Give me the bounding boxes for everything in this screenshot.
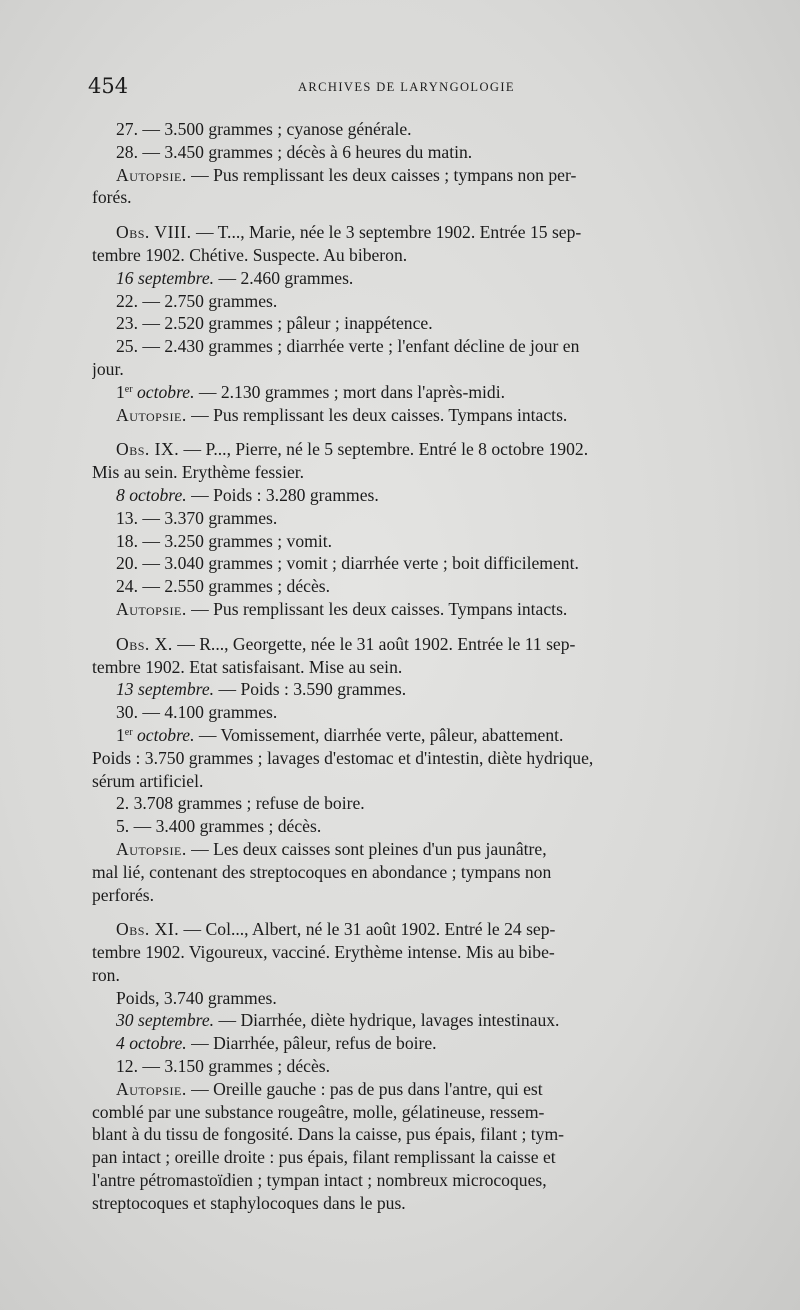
entry-line xyxy=(92,267,760,290)
entry-line xyxy=(92,1032,760,1055)
autopsy-line: mal lié, contenant des streptocoques en abondance ; tympans non xyxy=(92,861,552,882)
entry-line: 12. — 3.150 grammes ; décès. xyxy=(116,1056,331,1077)
observation-text: — R..., Georgette, née le 31 août 1902. Entrée le 11 sep- xyxy=(172,633,576,654)
paragraph-gap xyxy=(92,621,760,633)
observation-heading xyxy=(92,221,760,244)
page-header xyxy=(88,74,738,102)
autopsy-label: Autopsie. xyxy=(116,164,187,185)
autopsy-text: — Pus remplissant les deux caisses ; tympans non per- xyxy=(186,164,577,185)
entry-text: — Diarrhée, pâleur, refus de boire. xyxy=(186,1033,437,1054)
entry-line: 30. — 4.100 grammes. xyxy=(116,702,278,723)
entry-date: 16 septembre. xyxy=(116,267,215,288)
entry-date: 4 octobre. xyxy=(116,1033,187,1054)
observation-heading xyxy=(92,918,760,941)
observation-line: tembre 1902. Vigoureux, vacciné. Erythème intense. Mis au bibe- xyxy=(92,942,555,963)
entry-month: octobre. xyxy=(132,381,195,402)
entry-line: sérum artificiel. xyxy=(92,770,204,791)
entry-line: 18. — 3.250 grammes ; vomit. xyxy=(116,530,332,551)
autopsy-line: pan intact ; oreille droite : pus épais, filant remplissant la caisse et xyxy=(92,1147,556,1168)
autopsy-line xyxy=(92,404,760,427)
observation-label: Obs. VIII. xyxy=(116,222,192,243)
running-head: ARCHIVES DE LARYNGOLOGIE xyxy=(298,80,515,94)
entry-line: Poids, 3.740 grammes. xyxy=(116,987,277,1008)
autopsy-line xyxy=(92,838,760,861)
autopsy-line xyxy=(92,164,760,187)
entry-line: 27. — 3.500 grammes ; cyanose générale. xyxy=(116,119,412,139)
entry-day-suffix: er xyxy=(124,726,133,738)
entry-text: — Diarrhée, diète hydrique, lavages intestinaux. xyxy=(214,1010,560,1031)
autopsy-label: Autopsie. xyxy=(116,838,187,859)
entry-line: jour. xyxy=(92,358,124,379)
observation-line: tembre 1902. Etat satisfaisant. Mise au sein. xyxy=(92,656,403,677)
autopsy-text: — Pus remplissant les deux caisses. Tympans intacts. xyxy=(186,404,568,425)
observation-text: — Col..., Albert, né le 31 août 1902. Entré le 24 sep- xyxy=(179,919,556,940)
observation-line: ron. xyxy=(92,964,120,985)
autopsy-text: — Oreille gauche : pas de pus dans l'antre, qui est xyxy=(186,1078,543,1099)
autopsy-line: blant à du tissu de fongosité. Dans la caisse, pus épais, filant ; tym- xyxy=(92,1124,565,1145)
page-body xyxy=(92,118,760,1215)
observation-text: — P..., Pierre, né le 5 septembre. Entré le 8 octobre 1902. xyxy=(179,439,589,460)
page-number: 454 xyxy=(88,74,129,98)
observation-line: Mis au sein. Erythème fessier. xyxy=(92,462,305,483)
observation-label: Obs. IX. xyxy=(116,439,180,460)
observation-label: Obs. X. xyxy=(116,633,173,654)
entry-line xyxy=(92,1009,760,1032)
entry-day: 1 xyxy=(116,724,125,745)
paragraph-gap xyxy=(92,426,760,438)
entry-day-suffix: er xyxy=(124,383,133,395)
autopsy-line: perforés. xyxy=(92,884,155,905)
observation-heading xyxy=(92,633,760,656)
entry-text: — Vomissement, diarrhée verte, pâleur, abattement. xyxy=(194,724,564,745)
autopsy-label: Autopsie. xyxy=(116,404,187,425)
autopsy-label: Autopsie. xyxy=(116,598,187,619)
entry-text: — Poids : 3.590 grammes. xyxy=(214,679,407,700)
entry-text: — Poids : 3.280 grammes. xyxy=(186,484,379,505)
paragraph-gap xyxy=(92,209,760,221)
autopsy-line: comblé par une substance rougeâtre, molle, gélatineuse, ressem- xyxy=(92,1101,545,1122)
entry-line: 20. — 3.040 grammes ; vomit ; diarrhée verte ; boit difficilement. xyxy=(116,553,579,574)
paragraph-gap xyxy=(92,906,760,918)
observation-line: tembre 1902. Chétive. Suspecte. Au biberon. xyxy=(92,244,408,265)
entry-line: 25. — 2.430 grammes ; diarrhée verte ; l'enfant décline de jour en xyxy=(116,336,580,357)
autopsy-line xyxy=(92,598,760,621)
autopsy-line: forés. xyxy=(92,187,132,208)
entry-line xyxy=(92,381,760,404)
entry-line: 22. — 2.750 grammes. xyxy=(116,290,278,311)
entry-line xyxy=(92,724,760,747)
autopsy-label: Autopsie. xyxy=(116,1078,187,1099)
autopsy-text: — Les deux caisses sont pleines d'un pus jaunâtre, xyxy=(186,838,547,859)
entry-line: 13. — 3.370 grammes. xyxy=(116,507,278,528)
entry-line xyxy=(92,678,760,701)
autopsy-line: streptocoques et staphylocoques dans le pus. xyxy=(92,1192,406,1213)
entry-line: 28. — 3.450 grammes ; décès à 6 heures du matin. xyxy=(116,141,473,162)
entry-line xyxy=(92,484,760,507)
entry-date: 13 septembre. xyxy=(116,679,215,700)
autopsy-line: l'antre pétromastoïdien ; tympan intact ; nombreux microcoques, xyxy=(92,1170,547,1191)
entry-line: 23. — 2.520 grammes ; pâleur ; inappétence. xyxy=(116,313,433,334)
entry-line: 24. — 2.550 grammes ; décès. xyxy=(116,576,331,597)
observation-heading xyxy=(92,438,760,461)
observation-text: — T..., Marie, née le 3 septembre 1902. Entrée 15 sep- xyxy=(191,222,582,243)
observation-label: Obs. XI. xyxy=(116,919,180,940)
autopsy-text: — Pus remplissant les deux caisses. Tympans intacts. xyxy=(186,598,568,619)
autopsy-line xyxy=(92,1078,760,1101)
entry-date: 30 septembre. xyxy=(116,1010,215,1031)
entry-line: 2. 3.708 grammes ; refuse de boire. xyxy=(116,793,365,814)
entry-text: — 2.130 grammes ; mort dans l'après-midi. xyxy=(194,381,505,402)
entry-line: Poids : 3.750 grammes ; lavages d'estomac et d'intestin, diète hydrique, xyxy=(92,747,594,768)
entry-date: 8 octobre. xyxy=(116,484,187,505)
entry-text: — 2.460 grammes. xyxy=(214,267,354,288)
entry-day: 1 xyxy=(116,381,125,402)
entry-line: 5. — 3.400 grammes ; décès. xyxy=(116,816,322,837)
entry-month: octobre. xyxy=(132,724,195,745)
